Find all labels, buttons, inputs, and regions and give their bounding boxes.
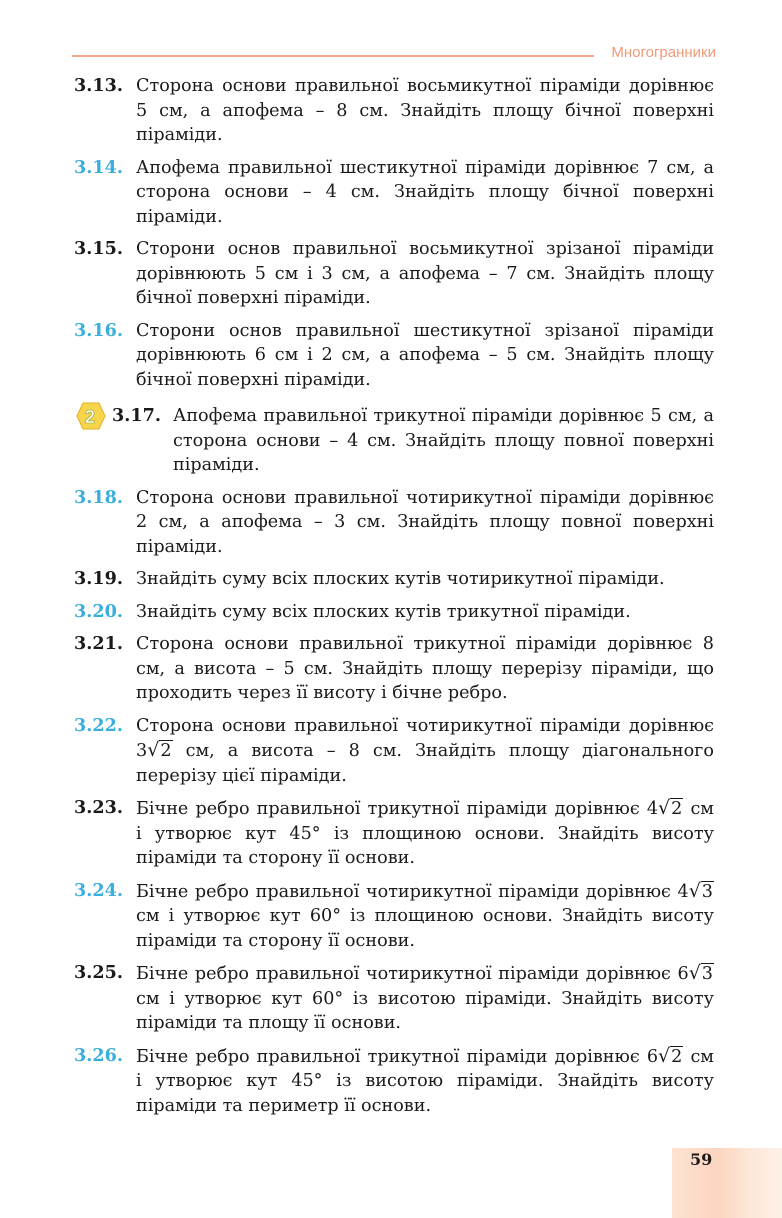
problem-number: 3.14.	[74, 156, 123, 178]
problem-number: 3.25.	[74, 962, 123, 983]
problem-text: Сторона основи правильної чотирикутної піраміди дорівнює 3√2 см, а висота – 8 см. Знайдіть площу діагонального перерізу цієї піраміди.	[136, 715, 714, 786]
problem-text: Сторони основ правильної шестикутної зрізаної піраміди дорівнюють 6 см і 2 см, а апофема – 5 см. Знайдіть площу бічної поверхні піраміди.	[136, 320, 714, 390]
problem-3-14	[74, 156, 714, 230]
problem-3-18	[74, 486, 714, 560]
problem-3-22	[74, 714, 714, 789]
problem-number: 3.24.	[74, 879, 123, 901]
square-root: √3	[688, 879, 713, 902]
problem-3-15	[74, 237, 714, 311]
square-root: √2	[147, 739, 172, 761]
problem-text: Апофема правильної шестикутної піраміди дорівнює 7 см, а сторона основи – 4 см. Знайдіть площу бічної поверхні піраміди.	[136, 157, 714, 227]
problem-text: Бічне ребро правильної трикутної піраміди дорівнює 4√2 см і утворює кут 45° із площиною основи. Знайдіть висоту піраміди та сторону її основи.	[136, 797, 714, 868]
problem-text: Знайдіть суму всіх плоских кутів трикутної піраміди.	[136, 601, 631, 622]
problem-number: 3.22.	[74, 714, 123, 736]
problem-3-21	[74, 632, 714, 706]
problem-number: 3.20.	[74, 600, 123, 622]
problem-text: Сторона основи правильної трикутної піраміди дорівнює 8 см, а висота – 5 см. Знайдіть площу перерізу піраміди, що проходить через її висоту і бічне ребро.	[136, 634, 714, 703]
problem-text: Сторони основ правильної восьмикутної зрізаної піраміди дорівнюють 5 см і 3 см, а апофема – 7 см. Знайдіть площу бічної поверхні піраміди.	[136, 239, 714, 308]
problem-number: 3.23.	[74, 797, 123, 818]
square-root: √3	[688, 962, 713, 984]
level-label: 2	[84, 407, 96, 427]
problem-3-24	[74, 879, 714, 954]
square-root: √2	[658, 1044, 683, 1067]
page-corner-decoration	[672, 1148, 782, 1218]
problem-text: Знайдіть суму всіх плоских кутів чотирикутної піраміди.	[136, 569, 665, 589]
problem-text: Сторона основи правильної восьмикутної піраміди дорівнює 5 см, а апофема – 8 см. Знайдіть площу бічної поверхні піраміди.	[136, 76, 714, 145]
problem-text: Сторона основи правильної чотирикутної піраміди дорівнює 2 см, а апофема – 3 см. Знайдіть площу повної поверхні піраміди.	[136, 487, 714, 557]
problem-number: 3.13.	[74, 75, 123, 96]
problem-text: Апофема правильної трикутної піраміди дорівнює 5 см, а сторона основи – 4 см. Знайдіть площу повної поверхні піраміди.	[173, 406, 714, 475]
problem-3-23	[74, 796, 714, 871]
header-rule	[72, 55, 594, 57]
problem-3-20	[74, 600, 714, 625]
problem-3-17	[74, 404, 714, 478]
problem-text: Бічне ребро правильної чотирикутної піраміди дорівнює 4√3 см і утворює кут 60° із площиною основи. Знайдіть висоту піраміди та сторону її основи.	[136, 879, 714, 951]
problem-3-25	[74, 961, 714, 1036]
problem-text: Бічне ребро правильної чотирикутної піраміди дорівнює 6√3 см і утворює кут 60° із висотою піраміди. Знайдіть висоту піраміди та площу її основи.	[136, 962, 714, 1033]
square-root: √2	[658, 797, 683, 819]
problem-3-16	[74, 319, 714, 393]
problem-3-26	[74, 1044, 714, 1119]
problem-number: 3.21.	[74, 633, 123, 654]
problem-number: 3.19.	[74, 568, 123, 589]
problem-number: 3.26.	[74, 1044, 123, 1066]
problem-text: Бічне ребро правильної трикутної піраміди дорівнює 6√2 см і утворює кут 45° із висотою піраміди. Знайдіть висоту піраміди та периметр її основи.	[136, 1044, 714, 1116]
problem-number: 3.16.	[74, 319, 123, 341]
level-2-hexagon-icon	[74, 401, 106, 431]
problem-number: 3.15.	[74, 238, 123, 259]
problem-number: 3.17.	[112, 405, 161, 426]
problem-number: 3.18.	[74, 486, 123, 508]
problem-3-13	[74, 74, 714, 148]
running-header: Многогранники	[611, 44, 716, 61]
page-number: 59	[690, 1150, 713, 1169]
problem-3-19	[74, 567, 714, 592]
problem-list	[74, 74, 714, 1126]
